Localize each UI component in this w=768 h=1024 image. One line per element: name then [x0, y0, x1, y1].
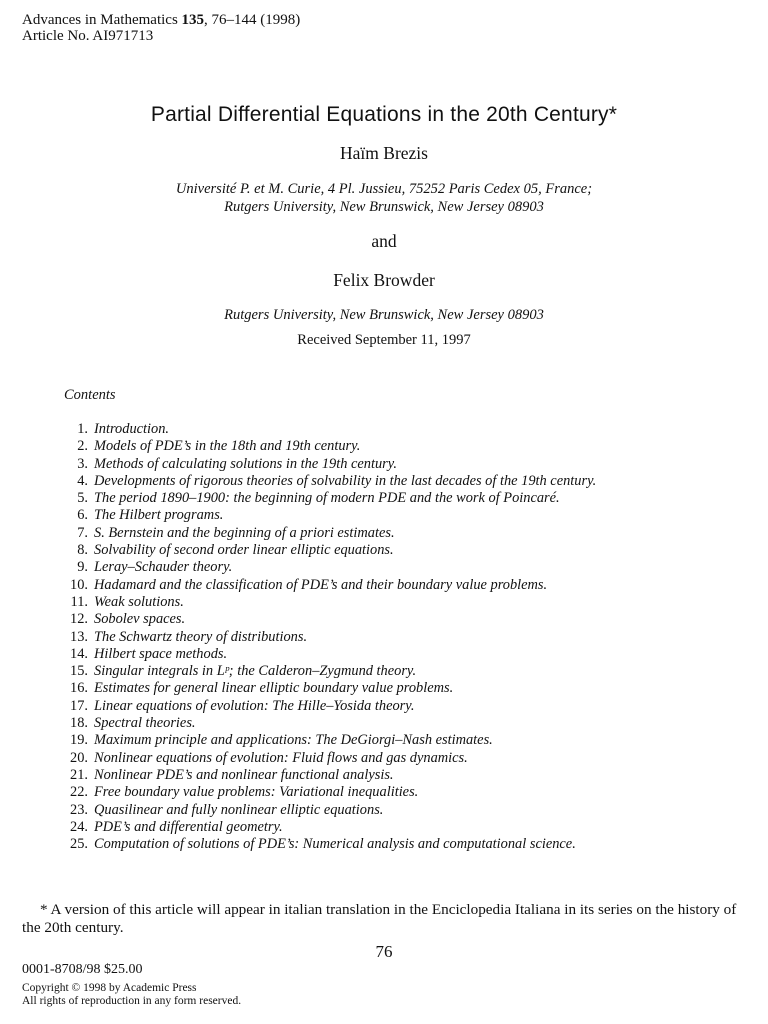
contents-item	[60, 421, 710, 438]
rights-notice: All rights of reproduction in any form reserved.	[22, 995, 242, 1007]
contents-item-number: 23.	[70, 801, 88, 818]
contents-item	[60, 715, 710, 732]
received-date: Received September 11, 1997	[297, 332, 471, 348]
contents-item	[60, 663, 710, 680]
contents-item	[60, 577, 710, 594]
contents-item	[60, 629, 710, 646]
contents-item-number: 20.	[70, 749, 88, 766]
contents-item	[60, 611, 710, 628]
contents-item-number: 16.	[70, 680, 88, 697]
contents-item-number: 9.	[77, 559, 88, 576]
affiliation-line: Rutgers University, New Brunswick, New Jersey 08903	[224, 307, 544, 323]
contents-item-number: 4.	[77, 472, 88, 489]
contents-item-text: Hadamard and the classification of PDE’s and their boundary value problems.	[94, 576, 548, 593]
contents-item	[60, 594, 710, 611]
contents-item-number: 6.	[77, 507, 88, 524]
contents-item-text: Free boundary value problems: Variational inequalities.	[94, 784, 419, 801]
contents-item-number: 22.	[70, 784, 88, 801]
contents-item-text: Quasilinear and fully nonlinear elliptic equations.	[94, 801, 384, 818]
contents-item-number: 10.	[70, 576, 88, 593]
contents-item-text: Spectral theories.	[94, 715, 196, 732]
contents-item-number: 3.	[77, 455, 88, 472]
contents-item-number: 19.	[70, 732, 88, 749]
contents-item	[60, 784, 710, 801]
contents-item	[60, 750, 710, 767]
copyright-block	[22, 982, 241, 1008]
contents-item	[60, 680, 710, 697]
contents-item-number: 13.	[70, 628, 88, 645]
contents-item	[60, 646, 710, 663]
journal-pages-year: , 76–144 (1998)	[204, 12, 301, 28]
contents-item-number: 14.	[70, 645, 88, 662]
contents-item-text: Introduction.	[94, 421, 170, 437]
contents-item-number: 15.	[70, 663, 88, 680]
contents-item-text: Weak solutions.	[94, 593, 184, 610]
contents-item-number: 17.	[70, 697, 88, 714]
contents-item	[60, 507, 710, 524]
contents-item-text: Developments of rigorous theories of solvability in the last decades of the 19th century.	[94, 472, 597, 489]
contents-item	[60, 559, 710, 576]
contents-item	[60, 802, 710, 819]
author-name-1: Haïm Brezis	[340, 143, 428, 163]
contents-item	[60, 767, 710, 784]
contents-item-number: 11.	[70, 593, 88, 610]
contents-item-text: Sobolev spaces.	[94, 611, 186, 628]
author-conjunction: and	[371, 231, 397, 251]
contents-item	[60, 438, 710, 455]
journal-citation	[22, 12, 300, 28]
contents-item-number: 24.	[70, 818, 88, 835]
contents-item-number: 21.	[70, 766, 88, 783]
contents-item	[60, 456, 710, 473]
contents-item-text: Nonlinear PDE’s and nonlinear functional analysis.	[94, 766, 394, 783]
contents-item	[60, 525, 710, 542]
table-of-contents	[60, 421, 710, 853]
page-number: 76	[375, 942, 393, 961]
affiliation-line: Université P. et M. Curie, 4 Pl. Jussieu, 75252 Paris Cedex 05, France;	[175, 181, 593, 197]
contents-item-number: 7.	[77, 524, 88, 541]
contents-heading: Contents	[64, 387, 116, 403]
contents-item-text: The Schwartz theory of distributions.	[94, 628, 308, 645]
journal-header	[22, 12, 300, 44]
author-name-2: Felix Browder	[333, 270, 435, 290]
journal-name: Advances in Mathematics	[22, 12, 178, 28]
contents-item-number: 25.	[70, 836, 88, 853]
contents-item	[60, 490, 710, 507]
affiliation-line: Rutgers University, New Brunswick, New Jersey 08903	[224, 199, 544, 215]
contents-item-number: 8.	[77, 542, 88, 559]
footnote: * A version of this article will appear in italian translation in the Enciclopedia Italiana in its series on the history of the 20th century.	[22, 901, 737, 936]
copyright-notice: Copyright © 1998 by Academic Press	[22, 982, 197, 994]
contents-item-text: Linear equations of evolution: The Hille–Yosida theory.	[94, 697, 415, 714]
paper-title: Partial Differential Equations in the 20th Century*	[150, 103, 618, 126]
contents-item-number: 12.	[70, 611, 88, 628]
contents-item-text: Estimates for general linear elliptic boundary value problems.	[94, 680, 454, 697]
contents-item	[60, 836, 710, 853]
author-affiliation-1	[0, 180, 768, 216]
contents-item-text: Models of PDE’s in the 18th and 19th century.	[94, 438, 361, 455]
contents-item-number: 18.	[70, 715, 88, 732]
contents-item	[60, 819, 710, 836]
contents-item-text: Maximum principle and applications: The DeGiorgi–Nash estimates.	[94, 732, 493, 749]
contents-item-number: 5.	[77, 490, 88, 507]
contents-item-number: 2.	[77, 438, 88, 455]
contents-item-text: The period 1890–1900: the beginning of modern PDE and the work of Poincaré.	[94, 490, 560, 507]
contents-item-number: 1.	[77, 421, 88, 437]
contents-item-text: Methods of calculating solutions in the 19th century.	[94, 455, 397, 472]
contents-item	[60, 473, 710, 490]
contents-item-text: Hilbert space methods.	[94, 645, 228, 662]
contents-item-text: The Hilbert programs.	[94, 507, 224, 524]
contents-item-text: Computation of solutions of PDE’s: Numerical analysis and computational science.	[94, 836, 576, 853]
contents-item-text: Solvability of second order linear elliptic equations.	[94, 542, 394, 559]
contents-item-text: Leray–Schauder theory.	[94, 559, 233, 576]
contents-item	[60, 542, 710, 559]
article-number: Article No. AI971713	[22, 28, 154, 44]
article-code-price: 0001-8708/98 $25.00	[22, 962, 143, 977]
journal-volume: 135	[181, 12, 205, 28]
contents-item-text: PDE’s and differential geometry.	[94, 818, 283, 835]
contents-item-text: Nonlinear equations of evolution: Fluid flows and gas dynamics.	[94, 749, 468, 766]
author-affiliation-2	[0, 306, 768, 324]
contents-item	[60, 732, 710, 749]
contents-item	[60, 698, 710, 715]
contents-item-text: S. Bernstein and the beginning of a priori estimates.	[94, 524, 395, 541]
contents-item-text: Singular integrals in Lᵖ; the Calderon–Zygmund theory.	[94, 663, 417, 680]
